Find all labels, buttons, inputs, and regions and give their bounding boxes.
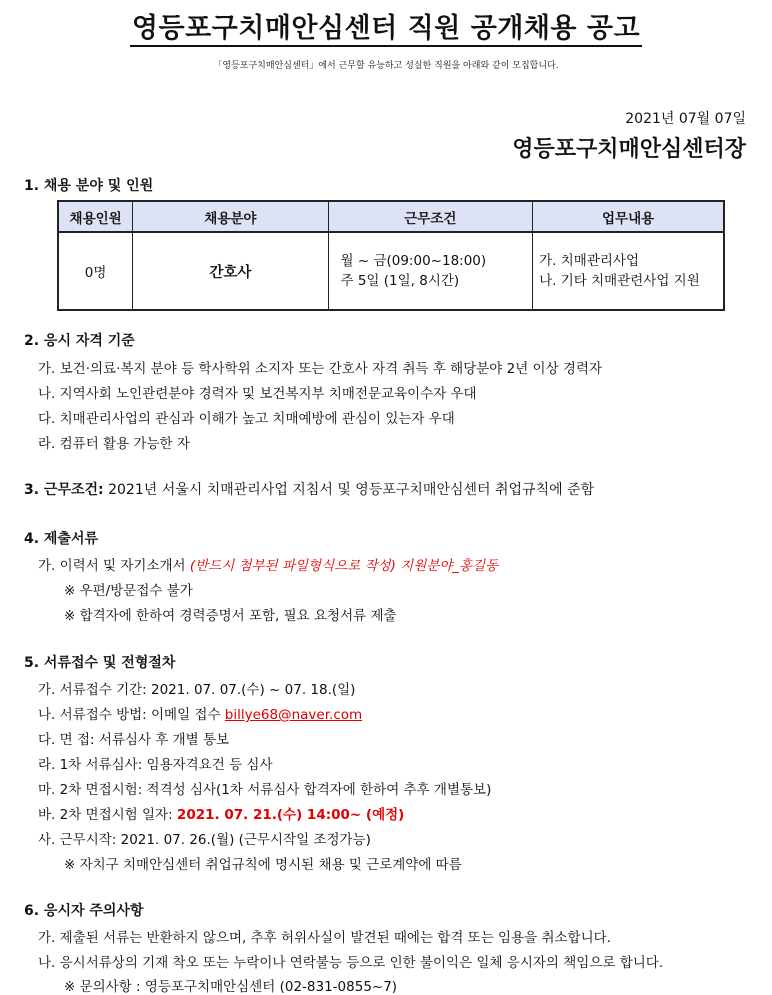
document-note: ※ 우편/방문접수 불가 — [64, 583, 193, 599]
section2-heading: 2. 응시 자격 기준 — [24, 333, 135, 349]
qualification-item: 라. 컴퓨터 활용 가능한 자 — [38, 436, 190, 452]
document-note: ※ 합격자에 한하여 경력증명서 포함, 필요 요청서류 제출 — [64, 608, 397, 624]
intro-text: 「영등포구치매안심센터」에서 근무할 유능하고 성실한 직원을 아래와 같이 모집합니다. — [213, 61, 559, 71]
section3-text: 2021년 서울시 치매관리사업 지침서 및 영등포구치매안심센터 취업규칙에 준함 — [103, 482, 595, 498]
section3-heading: 3. 근무조건: — [24, 482, 104, 498]
section5-heading: 5. 서류접수 및 전형절차 — [24, 655, 176, 671]
procedure-item: 사. 근무시작: 2021. 07. 26.(월) (근무시작일 조정가능) — [38, 832, 371, 848]
interview-date: 2021. 07. 21.(수) 14:00~ (예정) — [176, 807, 405, 823]
qualification-item: 가. 보건·의료·복지 분야 등 학사학위 소지자 또는 간호사 자격 취득 후 해당분야 2년 이상 경력자 — [38, 361, 603, 377]
contact-note: ※ 문의사항 : 영등포구치매안심센터 (02-831-0855~7) — [64, 979, 398, 995]
duty-line: 나. 기타 치매관련사업 지원 — [539, 273, 700, 289]
caution-item: 가. 제출된 서류는 반환하지 않으며, 추후 허위사실이 발견된 때에는 합격 또는 임용을 취소합니다. — [38, 930, 611, 946]
qualification-item: 나. 지역사회 노인관련분야 경력자 및 보건복지부 치매전문교육이수자 우대 — [38, 386, 477, 402]
procedure-item: 바. 2차 면접시험 일자: 2021. 07. 21.(수) 14:00~ (예정) — [38, 807, 405, 823]
section3 — [24, 479, 594, 499]
procedure-item: 나. 서류접수 방법: 이메일 접수 billye68@naver.com — [38, 707, 363, 723]
hire-count: 0명 — [58, 232, 133, 310]
section1-heading: 1. 채용 분야 및 인원 — [24, 178, 154, 194]
procedure-item: 가. 서류접수 기간: 2021. 07. 07.(수) ~ 07. 18.(일) — [38, 682, 356, 698]
page-title: 영등포구치매안심센터 직원 공개채용 공고 — [0, 6, 772, 45]
organization-name: 영등포구치매안심센터장 — [512, 137, 746, 162]
table-header-row — [58, 201, 724, 232]
duties — [533, 232, 724, 310]
announcement-date: 2021년 07월 07일 — [625, 111, 746, 127]
work-condition-line: 월 ~ 금(09:00~18:00) — [340, 253, 487, 269]
recruitment-table — [57, 200, 725, 311]
procedure-item: 라. 1차 서류심사: 임용자격요건 등 심사 — [38, 757, 273, 773]
section6-heading: 6. 응시자 주의사항 — [24, 903, 144, 919]
caution-item: 나. 응시서류상의 기재 착오 또는 누락이나 연락불능 등으로 인한 불이익은 일체 응시자의 책임으로 합니다. — [38, 955, 664, 971]
procedure-item: 마. 2차 면접시험: 적격성 심사(1차 서류심사 합격자에 한하여 추후 개별통보) — [38, 782, 492, 798]
qualification-item: 다. 치매관리사업의 관심과 이해가 높고 치매예방에 관심이 있는자 우대 — [38, 411, 455, 427]
table-header: 채용분야 — [133, 201, 328, 232]
email-link[interactable]: billye68@naver.com — [224, 707, 363, 723]
table-header: 채용인원 — [58, 201, 133, 232]
procedure-note: ※ 자치구 치매안심센터 취업규칙에 명시된 채용 및 근로계약에 따름 — [64, 857, 462, 873]
section4-heading: 4. 제출서류 — [24, 531, 99, 547]
table-header: 근무조건 — [328, 201, 533, 232]
table-row — [58, 232, 724, 310]
duty-line: 가. 치매관리사업 — [539, 253, 640, 269]
document-item: 가. 이력서 및 자기소개서 (반드시 첨부된 파일형식으로 작성) 지원분야_홍길동 — [38, 558, 499, 574]
document-format-note: (반드시 첨부된 파일형식으로 작성) 지원분야_홍길동 — [189, 558, 499, 574]
hire-field: 간호사 — [133, 232, 328, 310]
procedure-item: 다. 면 접: 서류심사 후 개별 통보 — [38, 732, 230, 748]
work-conditions — [328, 232, 533, 310]
work-condition-line: 주 5일 (1일, 8시간) — [340, 273, 460, 289]
table-header: 업무내용 — [533, 201, 724, 232]
